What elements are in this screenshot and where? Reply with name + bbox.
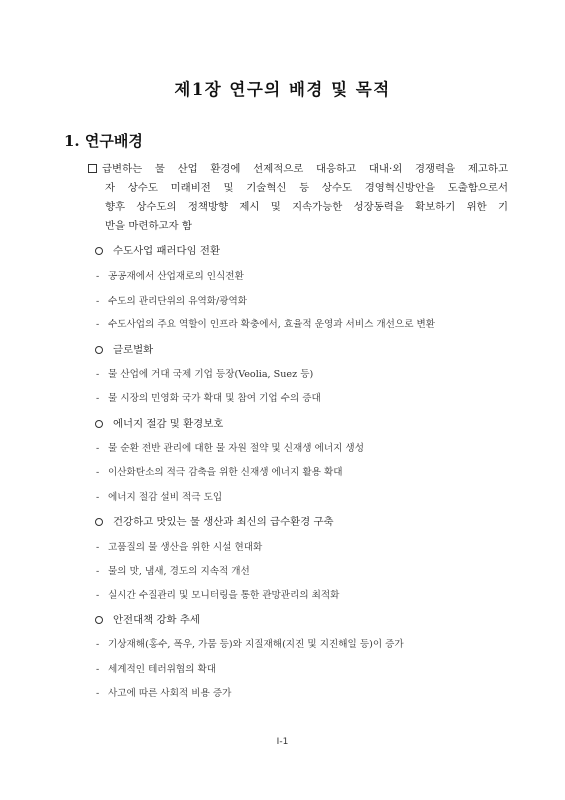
dash-icon: -: [96, 688, 100, 699]
dash-icon: -: [96, 319, 100, 330]
list-item-text: 물 시장의 민영화 국가 확대 및 참여 기업 수의 증대: [108, 393, 321, 404]
dash-icon: -: [96, 296, 100, 307]
list-item: [96, 366, 313, 380]
dash-icon: -: [96, 566, 100, 577]
list-item-text: 세계적인 테러위협의 확대: [108, 664, 217, 675]
intro-paragraph: [88, 160, 508, 236]
list-item-text: 물의 맛, 냄새, 경도의 지속적 개선: [108, 566, 250, 577]
dash-icon: -: [96, 393, 100, 404]
topic-heading: [95, 415, 223, 430]
topic-heading-text: 글로벌화: [113, 344, 154, 356]
topic-heading-text: 수도사업 패러다임 전환: [113, 245, 220, 257]
circle-bullet-icon: [95, 616, 103, 624]
intro-line: 자 상수도 미래비전 및 기술혁신 등 상수도 경영혁신방안을 도출함으로서: [105, 182, 508, 194]
topic-heading-text: 건강하고 맛있는 물 생산과 최신의 급수환경 구축: [113, 516, 334, 528]
dash-icon: -: [96, 369, 100, 380]
list-item: [96, 539, 262, 553]
circle-bullet-icon: [95, 247, 103, 255]
list-item: [96, 316, 435, 330]
topic-heading: [95, 341, 153, 356]
list-item: [96, 268, 244, 282]
list-item-text: 이산화탄소의 적극 감축을 위한 신재생 에너지 활용 확대: [108, 467, 343, 478]
intro-line: 급변하는 물 산업 환경에 선제적으로 대응하고 대내·외 경쟁력을 제고하고: [102, 163, 508, 175]
dash-icon: -: [96, 542, 100, 553]
square-bullet-icon: [88, 164, 97, 173]
list-item: [96, 685, 231, 699]
section-title: 1. 연구배경: [64, 132, 143, 150]
topic-heading: [95, 513, 334, 528]
topic-heading-text: 에너지 절감 및 환경보호: [113, 418, 224, 430]
dash-icon: -: [96, 492, 100, 503]
dash-icon: -: [96, 271, 100, 282]
page-number: Ⅰ-1: [276, 737, 289, 747]
dash-icon: -: [96, 590, 100, 601]
list-item-text: 수도사업의 주요 역할이 인프라 확충에서, 효율적 운영과 서비스 개선으로 변환: [108, 319, 436, 330]
chapter-title: 제1장 연구의 배경 및 목적: [174, 80, 391, 99]
list-item: [96, 390, 321, 404]
list-item-text: 물 순환 전반 관리에 대한 물 자원 절약 및 신재생 에너지 생성: [108, 443, 364, 454]
topic-heading: [95, 611, 200, 626]
list-item: [96, 661, 216, 675]
list-item-text: 에너지 절감 설비 적극 도입: [108, 492, 223, 503]
list-item: [96, 563, 250, 577]
circle-bullet-icon: [95, 420, 103, 428]
list-item-text: 물 산업에 거대 국제 기업 등장(Veolia, Suez 등): [108, 369, 314, 380]
intro-line: 반을 마련하고자 함: [105, 220, 192, 232]
list-item-text: 공공재에서 산업재로의 인식전환: [108, 271, 244, 282]
topic-heading: [95, 242, 220, 257]
list-item: [96, 440, 364, 454]
dash-icon: -: [96, 467, 100, 478]
list-item-text: 기상재해(홍수, 폭우, 가뭄 등)와 지질재해(지진 및 지진해일 등)이 증가: [108, 639, 404, 650]
list-item: [96, 587, 339, 601]
list-item-text: 실시간 수질관리 및 모니터링을 통한 관망관리의 최적화: [108, 590, 340, 601]
list-item: [96, 464, 343, 478]
list-item: [96, 293, 247, 307]
list-item: [96, 636, 404, 650]
dash-icon: -: [96, 443, 100, 454]
dash-icon: -: [96, 664, 100, 675]
list-item-text: 사고에 따른 사회적 비용 증가: [108, 688, 232, 699]
topic-heading-text: 안전대책 강화 추세: [113, 614, 200, 626]
list-item: [96, 489, 222, 503]
list-item-text: 수도의 관리단위의 유역화/광역화: [108, 296, 248, 307]
dash-icon: -: [96, 639, 100, 650]
circle-bullet-icon: [95, 346, 103, 354]
list-item-text: 고품질의 물 생산을 위한 시설 현대화: [108, 542, 263, 553]
circle-bullet-icon: [95, 518, 103, 526]
intro-line: 향후 상수도의 정책방향 제시 및 지속가능한 성장동력을 확보하기 위한 기: [105, 201, 508, 213]
